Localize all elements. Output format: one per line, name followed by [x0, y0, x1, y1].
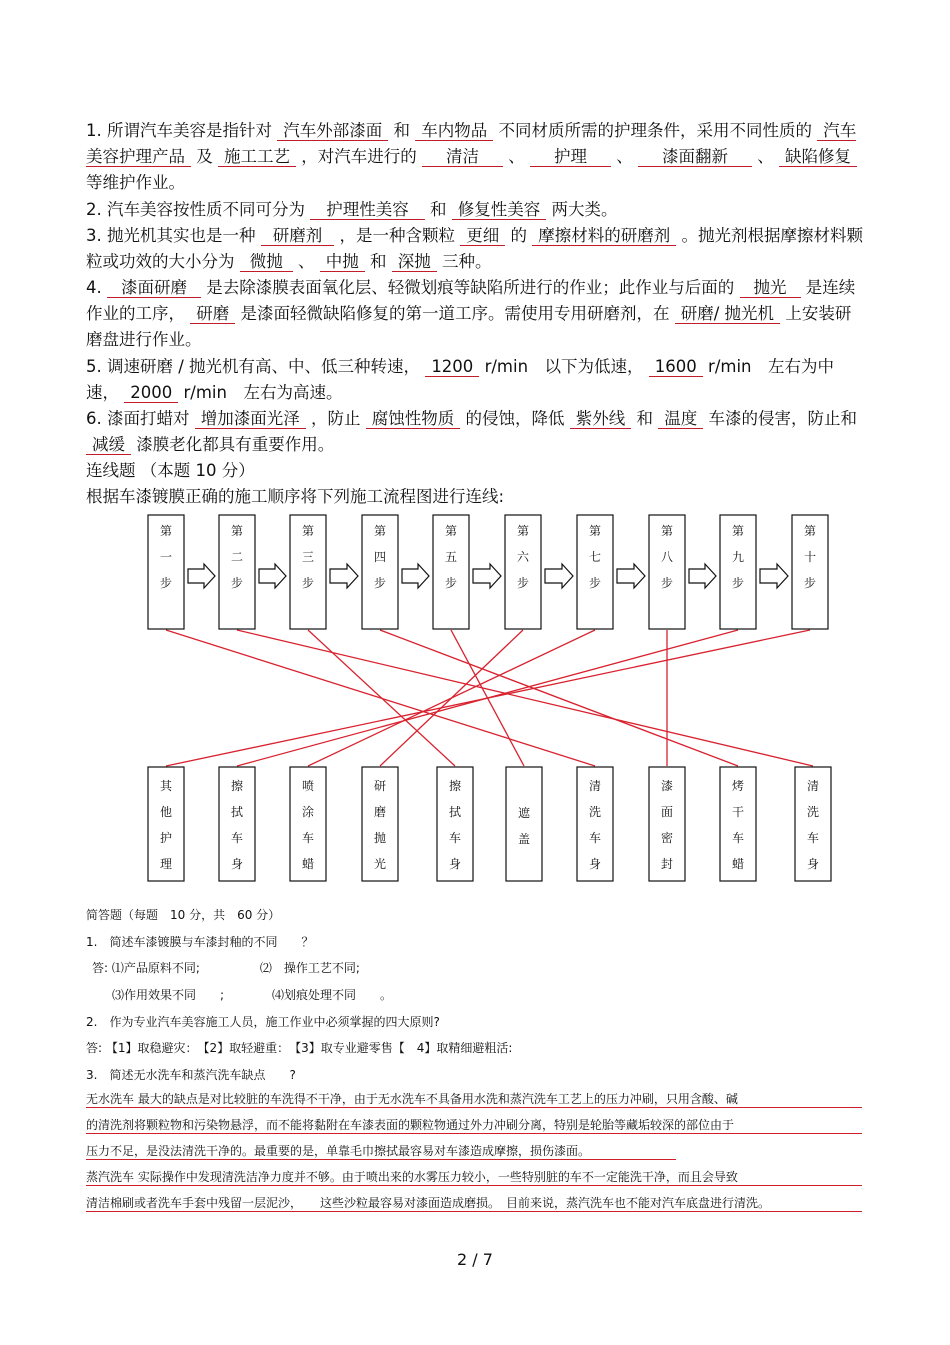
- task-label: 车: [230, 831, 244, 845]
- task-box: [506, 767, 542, 881]
- answer-underline: [86, 1159, 676, 1160]
- flow-arrow-icon: [617, 564, 645, 588]
- task-label: 抛: [373, 831, 387, 845]
- question-text: 是漆面轻微缺陷修复的第一道工序。需使用专用研磨剂，在: [240, 304, 670, 323]
- question-number: 4.: [86, 278, 102, 297]
- answer-blank: 抛光: [740, 278, 801, 298]
- answer-blank: 缺陷修复: [779, 147, 857, 167]
- short-question-3: 3. 简述无水洗车和蒸汽洗车缺点 ?: [86, 1068, 296, 1082]
- connection-line: [237, 630, 813, 766]
- task-label: 车: [806, 831, 820, 845]
- question-text: 所谓汽车美容是指针对: [107, 121, 272, 140]
- task-label: 磨: [373, 805, 387, 819]
- question-text: 上安装研磨盘进行作业。: [86, 304, 852, 349]
- task-label: 车: [301, 831, 315, 845]
- answer-blank: 温度: [658, 409, 703, 429]
- question-text: ，是一种含颗粒: [339, 226, 455, 245]
- step-label: 第: [516, 524, 530, 538]
- flow-arrow-icon: [188, 564, 215, 588]
- task-label: 干: [731, 805, 745, 819]
- answer-blank: 1600: [649, 357, 703, 377]
- short-answer-1-line-2: ⑶作用效果不同 ; ⑷划痕处理不同 。: [112, 988, 393, 1002]
- question-text: ，防止: [311, 409, 361, 428]
- step-label: 一: [159, 550, 173, 564]
- step-label: 二: [230, 550, 244, 564]
- question-text: 、: [757, 147, 774, 166]
- connection-line: [308, 630, 595, 766]
- short-answer-3-line: 的清洗剂将颗粒物和污染物悬浮，而不能将黏附在车漆表面的颗粒物通过外力冲刷分离，特别是轮胎等藏垢较深的部位由于: [86, 1118, 735, 1132]
- question-text: 两大类。: [551, 200, 618, 219]
- question-text: 是去除漆膜表面氧化层、轻微划痕等缺陷所进行的作业；此作业与后面的: [206, 278, 735, 297]
- task-label: 洗: [806, 805, 820, 819]
- answer-blank: 研磨/ 抛光机: [675, 304, 780, 324]
- flow-arrow-icon: [330, 564, 358, 588]
- short-question-2: 2. 作为专业汽车美容施工人员，施工作业中必须掌握的四大原则?: [86, 1015, 440, 1029]
- question-text: 车漆的侵害，防止和: [708, 409, 857, 428]
- question-text: r/min 左右为中速，: [86, 357, 834, 402]
- short-answer-3-line: 无水洗车 最大的缺点是对比较脏的车洗得不干净，由于无水洗车不具备用水洗和蒸汽洗车工艺上的压力冲刷，只用含酸、碱: [86, 1092, 738, 1106]
- flow-arrow-icon: [760, 564, 788, 588]
- task-label: 封: [660, 857, 674, 871]
- question-text: ，对汽车进行的: [301, 147, 417, 166]
- flow-arrow-icon: [473, 564, 501, 588]
- question-text: 。抛光剂根据摩擦材料颗粒或功效的大小分为: [86, 226, 863, 271]
- task-label: 车: [731, 831, 745, 845]
- answer-blank: 腐蚀性物质: [366, 409, 461, 429]
- step-label: 步: [444, 576, 458, 590]
- step-label: 步: [373, 576, 387, 590]
- task-label: 蜡: [301, 857, 315, 871]
- question-text: 和: [430, 200, 447, 219]
- answer-blank: 更细: [460, 226, 505, 246]
- task-label: 身: [806, 857, 820, 871]
- connection-line: [166, 630, 595, 766]
- answer-underline: [86, 1107, 862, 1108]
- step-label: 第: [301, 524, 315, 538]
- task-label: 盖: [517, 832, 531, 846]
- task-label: 身: [588, 857, 602, 871]
- step-label: 第: [230, 524, 244, 538]
- answer-blank: 紫外线: [570, 409, 632, 429]
- connection-line: [166, 630, 810, 766]
- answer-blank: 车内物品: [415, 121, 493, 141]
- question-number: 2.: [86, 200, 102, 219]
- task-label: 蜡: [731, 857, 745, 871]
- step-label: 五: [444, 550, 458, 564]
- short-answer-2: 答: 【1】取稳避灾： 【2】取轻避重： 【3】取专业避零售【 4】取精细避粗活:: [86, 1041, 513, 1055]
- question-text: 、: [616, 147, 633, 166]
- answer-blank: 漆面翻新: [638, 147, 752, 167]
- task-label: 遮: [517, 806, 531, 820]
- answer-blank: 摩擦材料的研磨剂: [532, 226, 676, 246]
- answer-blank: 2000: [124, 383, 178, 403]
- step-label: 步: [159, 576, 173, 590]
- task-label: 拭: [230, 805, 244, 819]
- answer-blank: 中抛: [320, 252, 365, 272]
- question-text: 漆面打蜡对: [107, 409, 190, 428]
- short-answer-1-line-1: 答: ⑴产品原料不同; ⑵ 操作工艺不同;: [92, 961, 360, 975]
- answer-underline: [86, 1185, 862, 1186]
- question-text: 和: [636, 409, 653, 428]
- answer-blank: 微抛: [240, 252, 293, 272]
- answer-blank: 减缓: [86, 435, 131, 455]
- task-label: 清: [806, 779, 820, 793]
- question-text: 是连续作业的工序，: [86, 278, 856, 323]
- question-text: 调速研磨 / 抛光机有高、中、低三种转速，: [107, 357, 421, 376]
- task-label: 涂: [301, 805, 315, 819]
- question-text: r/min 左右为高速。: [183, 383, 343, 402]
- task-label: 清: [588, 779, 602, 793]
- answer-blank: 护理: [530, 147, 611, 167]
- flow-arrow-icon: [259, 564, 286, 588]
- task-label: 喷: [301, 779, 315, 793]
- question-text: 不同材质所需的护理条件，采用不同性质的: [498, 121, 812, 140]
- matching-instruction: 根据车漆镀膜正确的施工顺序将下列施工流程图进行连线:: [86, 487, 505, 506]
- step-label: 步: [301, 576, 315, 590]
- answer-blank: 研磨剂: [261, 226, 335, 246]
- page-number: 2 / 7: [457, 1250, 493, 1269]
- step-label: 步: [660, 576, 674, 590]
- matching-heading: 连线题 （本题 10 分）: [86, 461, 255, 480]
- step-label: 三: [301, 550, 315, 564]
- answer-blank: 清洁: [422, 147, 503, 167]
- short-answer-3-line: 压力不足，是没法清洗干净的。最重要的是，单靠毛巾擦拭最容易对车漆造成摩擦，损伤漆面。: [86, 1144, 591, 1158]
- step-label: 九: [731, 550, 745, 564]
- task-label: 身: [448, 857, 462, 871]
- question-text: 汽车美容按性质不同可分为: [107, 200, 305, 219]
- short-answer-3-line: 清洁棉刷或者洗车手套中残留一层泥沙， 这些沙粒最容易对漆面造成磨损。 目前来说，蒸汽洗车也不能对汽车底盘进行清洗。: [86, 1196, 771, 1210]
- question-text: 、: [508, 147, 525, 166]
- question-text: 三种。: [442, 252, 492, 271]
- task-label: 其: [159, 779, 173, 793]
- task-label: 擦: [448, 779, 462, 793]
- step-label: 第: [660, 524, 674, 538]
- step-label: 七: [588, 550, 602, 564]
- step-label: 第: [373, 524, 387, 538]
- question-number: 1.: [86, 121, 102, 140]
- question-text: 及: [196, 147, 213, 166]
- answer-underline: [86, 1211, 862, 1212]
- question-text: 的: [510, 226, 527, 245]
- step-label: 六: [516, 550, 530, 564]
- task-label: 车: [448, 831, 462, 845]
- step-label: 第: [444, 524, 458, 538]
- task-label: 身: [230, 857, 244, 871]
- question-text: 、: [298, 252, 315, 271]
- answer-blank: 漆面研磨: [107, 278, 201, 298]
- task-label: 擦: [230, 779, 244, 793]
- flow-arrow-icon: [545, 564, 573, 588]
- answer-blank: 增加漆面光泽: [195, 409, 306, 429]
- step-label: 第: [731, 524, 745, 538]
- step-label: 八: [660, 550, 674, 564]
- short-question-1: 1. 简述车漆镀膜与车漆封釉的不同 ？: [86, 935, 314, 949]
- step-label: 四: [373, 550, 387, 564]
- step-label: 步: [516, 576, 530, 590]
- answer-blank: 护理性美容: [310, 200, 425, 220]
- step-label: 第: [803, 524, 817, 538]
- step-label: 步: [803, 576, 817, 590]
- question-text: 和: [393, 121, 410, 140]
- answer-blank: 汽车美容护理产品: [86, 121, 857, 166]
- answer-blank: 研磨: [190, 304, 235, 324]
- short-answer-3-line: 蒸汽洗车 实际操作中发现清洗洁净力度并不够。由于喷出来的水雾压力较小，一些特别脏的车不一定能洗干净，而且会导致: [86, 1170, 738, 1184]
- step-label: 步: [588, 576, 602, 590]
- question-text: 漆膜老化都具有重要作用。: [136, 435, 335, 454]
- answer-underline: [86, 1133, 862, 1134]
- flow-arrow-icon: [689, 564, 716, 588]
- short-answer-heading: 简答题（每题 10 分，共 60 分）: [86, 908, 281, 922]
- task-label: 洗: [588, 805, 602, 819]
- task-label: 密: [660, 831, 674, 845]
- answer-blank: 施工工艺: [218, 147, 296, 167]
- question-number: 3.: [86, 226, 102, 245]
- question-text: 和: [370, 252, 387, 271]
- answer-blank: 汽车外部漆面: [277, 121, 388, 141]
- task-label: 漆: [660, 779, 674, 793]
- step-label: 第: [588, 524, 602, 538]
- flow-arrow-icon: [402, 564, 429, 588]
- answer-blank: 1200: [425, 357, 479, 377]
- question-number: 5.: [86, 357, 102, 376]
- question-text: r/min 以下为低速，: [484, 357, 644, 376]
- step-label: 第: [159, 524, 173, 538]
- step-label: 步: [230, 576, 244, 590]
- task-label: 拭: [448, 805, 462, 819]
- task-label: 研: [373, 779, 387, 793]
- step-label: 步: [731, 576, 745, 590]
- answer-blank: 深抛: [392, 252, 437, 272]
- task-label: 光: [373, 857, 387, 871]
- task-label: 理: [159, 857, 173, 871]
- task-label: 面: [660, 805, 674, 819]
- task-label: 烤: [731, 779, 745, 793]
- answer-blank: 修复性美容: [452, 200, 547, 220]
- task-label: 护: [159, 831, 173, 845]
- question-text: 的侵蚀，降低: [465, 409, 565, 428]
- task-label: 他: [159, 805, 173, 819]
- task-label: 车: [588, 831, 602, 845]
- question-text: 等维护作业。: [86, 173, 185, 192]
- question-number: 6.: [86, 409, 102, 428]
- question-text: 抛光机其实也是一种: [107, 226, 256, 245]
- step-label: 十: [803, 550, 817, 564]
